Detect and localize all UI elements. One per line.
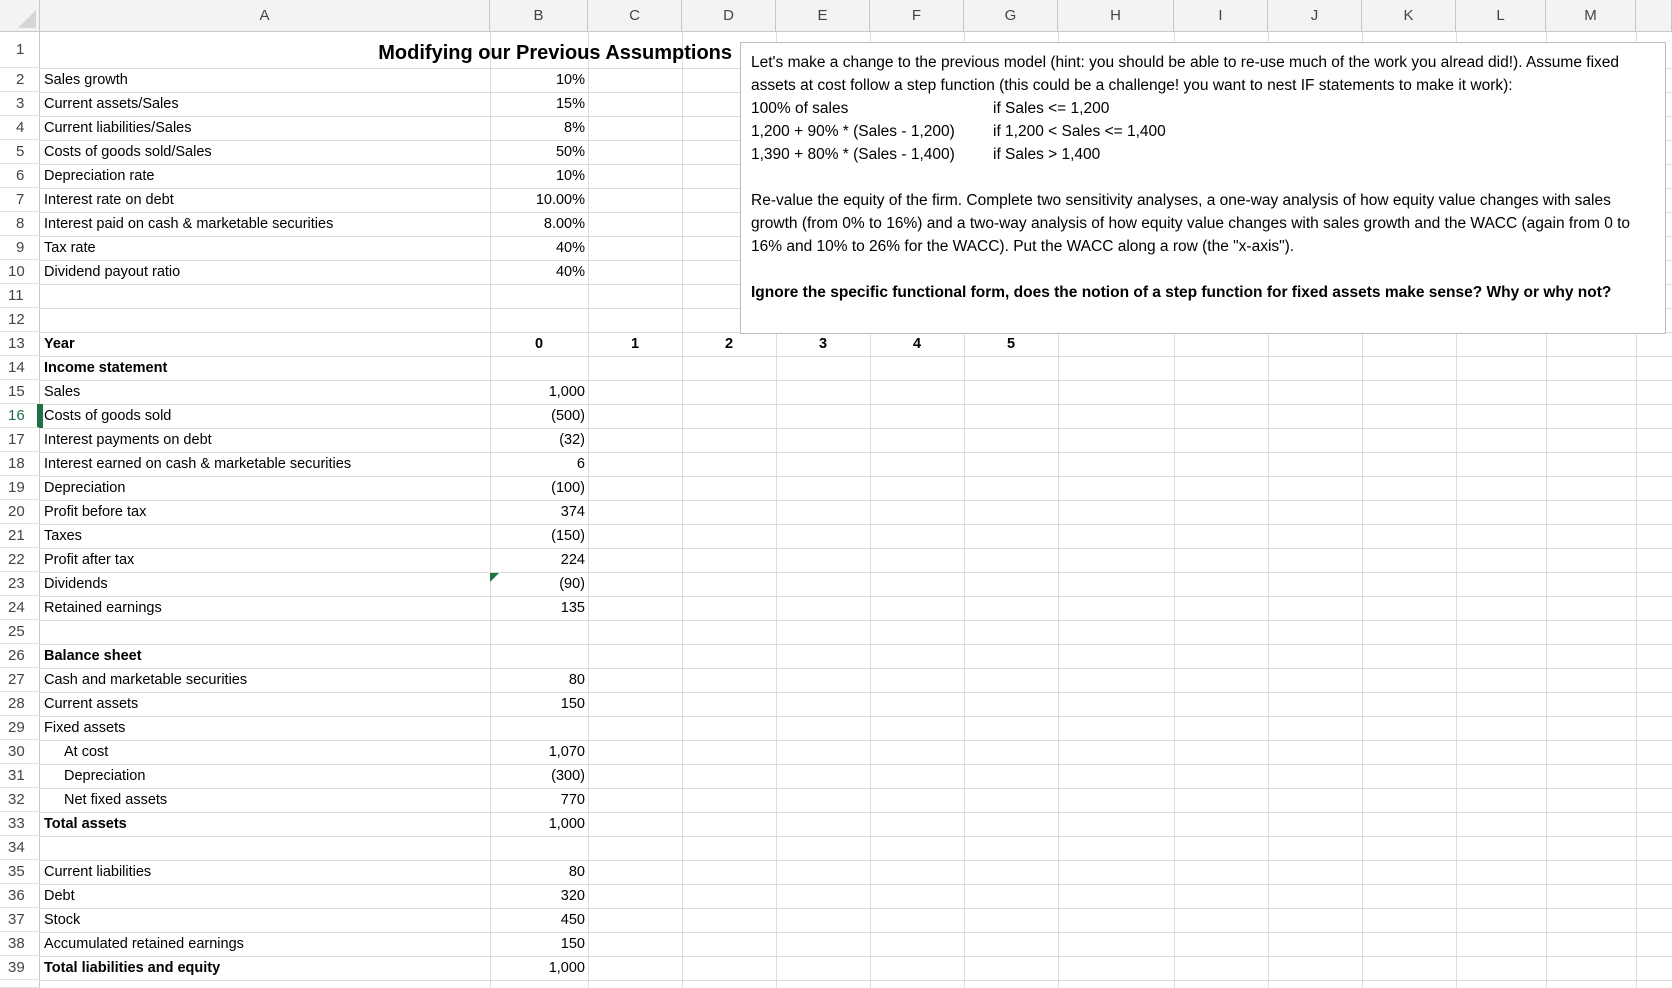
formula-condition: if 1,200 < Sales <= 1,400 [993, 123, 1166, 140]
asset-label[interactable]: Fixed assets [44, 720, 126, 736]
assumption-label[interactable]: Interest paid on cash & marketable securities [44, 216, 334, 232]
assumption-value[interactable]: 8% [564, 120, 585, 136]
row-header-10[interactable]: 10 [0, 260, 40, 284]
assumption-value[interactable]: 10.00% [535, 192, 585, 208]
row-header-36[interactable]: 36 [0, 884, 40, 908]
assumption-value[interactable]: 40% [555, 264, 585, 280]
income-statement-header[interactable]: Income statement [44, 360, 168, 376]
assumption-label[interactable]: Sales growth [44, 72, 128, 88]
income-label[interactable]: Depreciation [44, 480, 126, 496]
assumption-value[interactable]: 15% [555, 96, 585, 112]
income-label[interactable]: Interest payments on debt [44, 432, 212, 448]
balance-sheet-header[interactable]: Balance sheet [44, 648, 142, 664]
asset-value[interactable]: (300) [551, 768, 585, 784]
row-header-25[interactable]: 25 [0, 620, 40, 644]
formula-condition: if Sales > 1,400 [993, 146, 1101, 163]
income-label[interactable]: Retained earnings [44, 600, 162, 616]
assumption-label[interactable]: Depreciation rate [44, 168, 155, 184]
row-header-13[interactable]: 13 [0, 332, 40, 356]
row-header-22[interactable]: 22 [0, 548, 40, 572]
year-label[interactable]: Year [44, 336, 75, 352]
liability-label[interactable]: Accumulated retained earnings [44, 936, 244, 952]
year-cell[interactable]: 3 [818, 336, 828, 352]
column-header-a[interactable]: A [40, 0, 490, 32]
income-label[interactable]: Taxes [44, 528, 82, 544]
sheet-title[interactable]: Modifying our Previous Assumptions [378, 42, 732, 64]
row-header-2[interactable]: 2 [0, 68, 40, 92]
income-value[interactable]: 1,000 [548, 384, 585, 400]
income-label[interactable]: Sales [44, 384, 81, 400]
assumption-label[interactable]: Dividend payout ratio [44, 264, 181, 280]
income-label[interactable]: Profit after tax [44, 552, 135, 568]
column-header-m[interactable]: M [1546, 0, 1636, 32]
income-value[interactable]: 135 [560, 600, 585, 616]
liability-label[interactable]: Current liabilities [44, 864, 152, 880]
row-header-17[interactable]: 17 [0, 428, 40, 452]
year-cell[interactable]: 1 [630, 336, 640, 352]
column-header-k[interactable]: K [1362, 0, 1456, 32]
row-header-23[interactable]: 23 [0, 572, 40, 596]
total-liabilities-label[interactable]: Total liabilities and equity [44, 960, 221, 976]
row-header-12[interactable]: 12 [0, 308, 40, 332]
instructions-textbox[interactable] [740, 42, 1666, 334]
income-value[interactable]: 224 [560, 552, 585, 568]
assumption-label[interactable]: Interest rate on debt [44, 192, 174, 208]
liability-value[interactable]: 150 [560, 936, 585, 952]
asset-label[interactable]: Depreciation [64, 768, 146, 784]
income-value[interactable]: (500) [551, 408, 585, 424]
year-cell[interactable]: 4 [912, 336, 922, 352]
assumption-value[interactable]: 50% [555, 144, 585, 160]
column-header-l[interactable]: L [1456, 0, 1546, 32]
row-header-11[interactable]: 11 [0, 284, 40, 308]
row-header-19[interactable]: 19 [0, 476, 40, 500]
column-header-i[interactable]: I [1174, 0, 1268, 32]
assumption-value[interactable]: 40% [555, 240, 585, 256]
assumption-value[interactable]: 10% [555, 168, 585, 184]
row-header-38[interactable]: 38 [0, 932, 40, 956]
assumption-value[interactable]: 8.00% [543, 216, 585, 232]
column-header-j[interactable]: J [1268, 0, 1362, 32]
income-value[interactable]: 374 [560, 504, 585, 520]
year-cell[interactable]: 5 [1006, 336, 1016, 352]
row-header-8[interactable]: 8 [0, 212, 40, 236]
row-header-1[interactable]: 1 [0, 32, 40, 68]
liability-label[interactable]: Stock [44, 912, 81, 928]
income-value[interactable]: (100) [551, 480, 585, 496]
income-label[interactable]: Costs of goods sold [44, 408, 172, 424]
income-value[interactable]: (90) [559, 576, 585, 592]
instructions-task: Re-value the equity of the firm. Complete two sensitivity analyses, a one-way analysis of how equity value changes with sales growth (from 0% to 16%) and a two-way analysis of how equity value changes with sales growth and the WACC (again from 0 to 16% and 10% to 26% for the WACC). Put the WACC along a row (the "x-axis"). [751, 192, 1631, 255]
year-cell[interactable]: 0 [534, 336, 544, 352]
row-header-28[interactable]: 28 [0, 692, 40, 716]
column-header-e[interactable]: E [776, 0, 870, 32]
column-header-n[interactable] [1636, 0, 1672, 32]
instructions-intro: Let's make a change to the previous model (hint: you should be able to re-use much of the work you alread did!). Assume fixed assets at cost follow a step function (this could be a challenge! you want to nest IF statements to make it work): [751, 54, 1619, 94]
column-header-c[interactable]: C [588, 0, 682, 32]
row-header-31[interactable]: 31 [0, 764, 40, 788]
row-header-24[interactable]: 24 [0, 596, 40, 620]
error-indicator-icon[interactable] [490, 573, 499, 582]
row-header-16[interactable]: 16 [0, 404, 40, 428]
asset-value[interactable]: 770 [560, 792, 585, 808]
row-header-26[interactable]: 26 [0, 644, 40, 668]
income-value[interactable]: (32) [559, 432, 585, 448]
row-header-30[interactable]: 30 [0, 740, 40, 764]
asset-value[interactable]: 1,070 [548, 744, 585, 760]
row-header-5[interactable]: 5 [0, 140, 40, 164]
row-header-21[interactable]: 21 [0, 524, 40, 548]
row-header-39[interactable]: 39 [0, 956, 40, 980]
formula-condition: if Sales <= 1,200 [993, 100, 1110, 117]
liability-value[interactable]: 450 [560, 912, 585, 928]
assumption-label[interactable]: Current assets/Sales [44, 96, 179, 112]
assumption-value[interactable]: 10% [555, 72, 585, 88]
row-header-33[interactable]: 33 [0, 812, 40, 836]
liability-value[interactable]: 80 [568, 864, 585, 880]
asset-label[interactable]: Cash and marketable securities [44, 672, 248, 688]
formula-row [751, 143, 1655, 166]
instructions-question: Ignore the specific functional form, does the notion of a step function for fixed assets make sense? Why or why not? [751, 284, 1612, 301]
asset-label[interactable]: Current assets [44, 696, 139, 712]
column-header-b[interactable]: B [490, 0, 588, 32]
total-assets-value[interactable]: 1,000 [548, 816, 585, 832]
row-header-34[interactable]: 34 [0, 836, 40, 860]
income-value[interactable]: 6 [576, 456, 585, 472]
formula-expression: 100% of sales [751, 100, 849, 117]
column-header-f[interactable]: F [870, 0, 964, 32]
income-label[interactable]: Dividends [44, 576, 108, 592]
row-header-27[interactable]: 27 [0, 668, 40, 692]
asset-label[interactable]: At cost [64, 744, 109, 760]
row-header-14[interactable]: 14 [0, 356, 40, 380]
column-header-d[interactable]: D [682, 0, 776, 32]
year-cell[interactable]: 2 [724, 336, 734, 352]
row-header-32[interactable]: 32 [0, 788, 40, 812]
formula-expression: 1,390 + 80% * (Sales - 1,400) [751, 146, 955, 163]
row-header-6[interactable]: 6 [0, 164, 40, 188]
active-cell-indicator [40, 404, 43, 428]
total-assets-label[interactable]: Total assets [44, 816, 127, 832]
asset-value[interactable]: 80 [568, 672, 585, 688]
row-header-35[interactable]: 35 [0, 860, 40, 884]
row-header-7[interactable]: 7 [0, 188, 40, 212]
asset-value[interactable]: 150 [560, 696, 585, 712]
assumption-label[interactable]: Current liabilities/Sales [44, 120, 192, 136]
select-all-corner[interactable] [0, 0, 40, 32]
row-header-37[interactable]: 37 [0, 908, 40, 932]
formula-expression: 1,200 + 90% * (Sales - 1,200) [751, 123, 955, 140]
asset-label[interactable]: Net fixed assets [64, 792, 168, 808]
income-value[interactable]: (150) [551, 528, 585, 544]
total-liabilities-value[interactable]: 1,000 [548, 960, 585, 976]
formula-row [751, 120, 1655, 143]
row-header-29[interactable]: 29 [0, 716, 40, 740]
column-header-h[interactable]: H [1058, 0, 1174, 32]
row-header-15[interactable]: 15 [0, 380, 40, 404]
row-header-9[interactable]: 9 [0, 236, 40, 260]
row-header-4[interactable]: 4 [0, 116, 40, 140]
row-header-40[interactable] [0, 980, 40, 988]
row-header-20[interactable]: 20 [0, 500, 40, 524]
liability-value[interactable]: 320 [560, 888, 585, 904]
row-header-18[interactable]: 18 [0, 452, 40, 476]
assumption-label[interactable]: Tax rate [44, 240, 96, 256]
income-label[interactable]: Interest earned on cash & marketable securities [44, 456, 352, 472]
formula-row [751, 97, 1655, 120]
income-label[interactable]: Profit before tax [44, 504, 147, 520]
column-header-g[interactable]: G [964, 0, 1058, 32]
row-header-3[interactable]: 3 [0, 92, 40, 116]
liability-label[interactable]: Debt [44, 888, 75, 904]
assumption-label[interactable]: Costs of goods sold/Sales [44, 144, 212, 160]
